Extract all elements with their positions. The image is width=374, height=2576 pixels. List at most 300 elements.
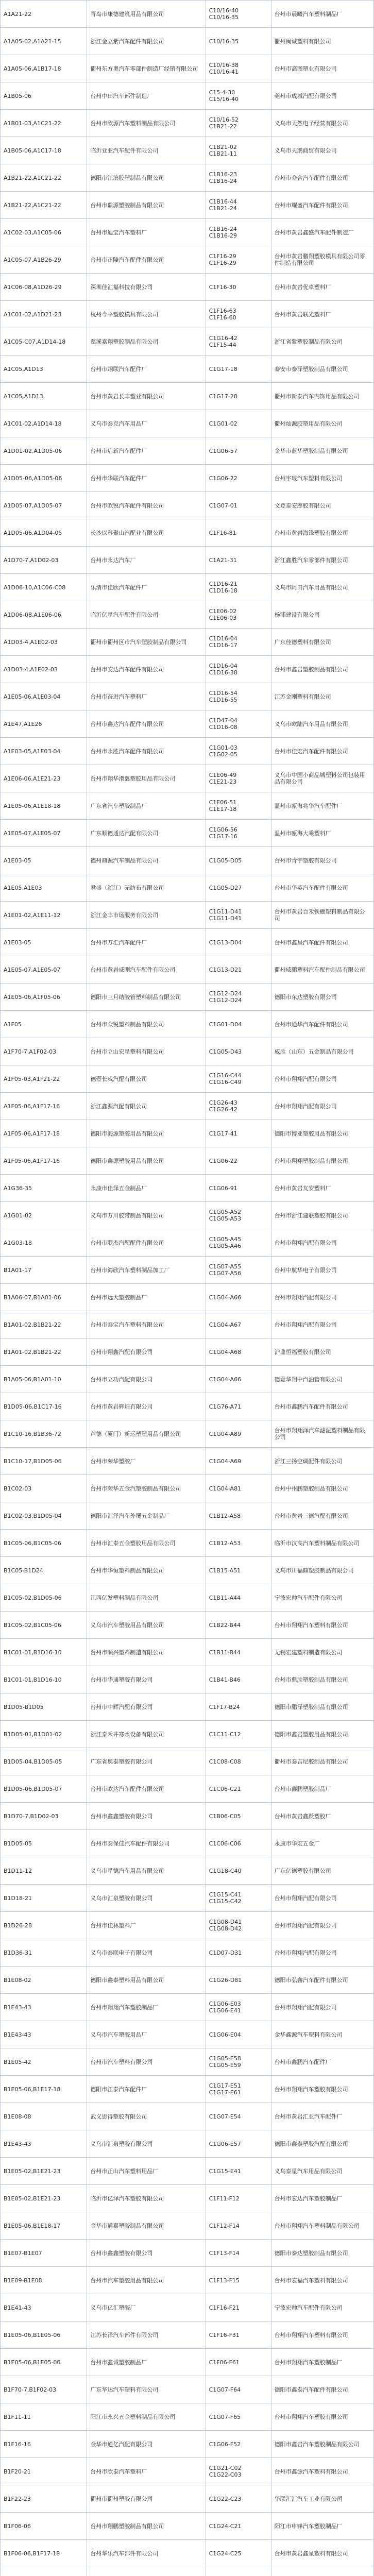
- booth-code-cell: B1A01-02,B1B21-22: [1, 1338, 87, 1366]
- company-name-cell: 金华市通亿汽配有限公司: [87, 2431, 206, 2458]
- company-name-cell: 宁波宏帅汽车配件有限公司: [271, 1584, 373, 1612]
- company-name-cell: 文登泰安摩胶有限公司: [271, 492, 373, 519]
- company-name-cell: 台州市翔翔汽车塑料有限公司: [271, 2321, 373, 2349]
- table-row: [1, 355, 374, 383]
- company-name-cell: 台州市鼎源塑胶制品有限公司: [87, 192, 206, 219]
- company-name-cell: 台州市翔翔汽配有限公司: [271, 1284, 373, 1311]
- company-name-cell: 义乌市天然电子经营有限公司: [271, 110, 373, 137]
- booth-code-cell: B1F20-21: [1, 2458, 87, 2485]
- booth-code-cell: A1F70-7,A1F02-03: [1, 1038, 87, 1065]
- booth-range-cell: C1G07-E54: [206, 2103, 271, 2130]
- table-row: [1, 656, 374, 683]
- company-name-cell: 德阳市东达塑胶有限公司: [271, 984, 373, 1011]
- company-name-cell: 台州市青宇塑胶有限公司: [271, 847, 373, 874]
- table-row: [1, 1502, 374, 1530]
- booth-range-cell: C1D16-04 C1D16-17: [206, 629, 271, 656]
- table-row: [1, 874, 374, 902]
- booth-range-cell: C1G13-D21: [206, 956, 271, 984]
- table-row: [1, 1612, 374, 1639]
- booth-code-cell: A1A05-02,A1A21-15: [1, 28, 87, 55]
- booth-code-cell: B1F22-23: [1, 2485, 87, 2513]
- booth-code-cell: A1E05-07,A1E05-07: [1, 956, 87, 984]
- company-name-cell: 台州市华通塑胶有限公司: [87, 1666, 206, 1693]
- company-name-cell: 台州市荣华塑胶厂: [87, 1448, 206, 1475]
- company-name-cell: 德阳市弘鑫汽车配件有限公司: [271, 1967, 373, 1994]
- booth-code-cell: A1C05,A1D13: [1, 383, 87, 410]
- company-name-cell: 义乌市天鹅商贸有限公司: [271, 137, 373, 164]
- table-row: [1, 2540, 374, 2567]
- company-name-cell: 浙江省紫塑胶制品有限公司: [271, 328, 373, 355]
- table-row: [1, 1693, 374, 1721]
- company-name-cell: 台州宇琅汽车塑料有限公司: [271, 465, 373, 492]
- company-name-cell: 义乌市汽车塑胶用品厂: [87, 2021, 206, 2048]
- table-row: [1, 2185, 374, 2212]
- company-name-cell: 德阳市三月结胶管塑料制品有限公司: [87, 984, 206, 1011]
- booth-range-cell: C1G24-C21: [206, 2513, 271, 2540]
- company-name-cell: 台州市翔华滑翼塑胶用品有限公司: [87, 765, 206, 792]
- booth-code-cell: A1C02-03,A1C05-06: [1, 219, 87, 246]
- booth-range-cell: C1F16-63 C1F16-60: [206, 301, 271, 328]
- booth-range-cell: C1F17-B24: [206, 1693, 271, 1721]
- booth-range-cell: C1C08-C08: [206, 1748, 271, 1775]
- booth-range-cell: C1D16-54 C1D16-55: [206, 683, 271, 710]
- company-name-cell: 台州市鼎胜塑胶制品有限公司: [271, 1666, 373, 1693]
- booth-range-cell: C1G06-E57: [206, 2130, 271, 2158]
- table-row: [1, 1912, 374, 1939]
- table-row: [1, 2267, 374, 2294]
- table-row: [1, 1666, 374, 1693]
- booth-range-cell: C1C06-C21: [206, 1775, 271, 1803]
- company-name-cell: 宁波宏帅汽车配件有限公司: [271, 2294, 373, 2321]
- company-name-cell: 广东省汽车塑胶制品厂: [87, 792, 206, 820]
- company-name-cell: 台州市翔翔汽配有限公司: [271, 1065, 373, 1093]
- booth-range-cell: C1D07-D31: [206, 1939, 271, 1967]
- company-name-cell: 永康市华宏五金厂: [271, 1830, 373, 1857]
- table-row: [1, 1093, 374, 1120]
- table-row: [1, 2076, 374, 2103]
- company-name-cell: 威胜（山东）五金制品有限公司: [271, 1038, 373, 1065]
- booth-range-cell: C1G08-D41 C1G08-D42: [206, 1912, 271, 1939]
- booth-code-cell: B1E43-43: [1, 2021, 87, 2048]
- booth-code-cell: B1C05-02,B1C05-06: [1, 1612, 87, 1639]
- company-name-cell: 台州市黄岩友安塑料厂: [271, 1175, 373, 1202]
- booth-range-cell: C1G05-A45 C1G05-A46: [206, 1229, 271, 1257]
- table-row: [1, 246, 374, 274]
- company-name-cell: 义乌市欧陆汽车用品有限公司: [271, 710, 373, 738]
- company-name-cell: 武义思得塑胶有限公司: [87, 2103, 206, 2130]
- company-name-cell: 台州市众锐塑料制品有限公司: [87, 1011, 206, 1038]
- booth-code-cell: B1D18-21: [1, 1885, 87, 1912]
- company-name-cell: 台州市翔翔汽车塑胶有限公司: [271, 2403, 373, 2431]
- table-row: [1, 2048, 374, 2076]
- booth-code-cell: A1C05-07,A1B26-29: [1, 246, 87, 274]
- booth-range-cell: C1G01-D04: [206, 1011, 271, 1038]
- company-name-cell: 台州市翔翔汽配有限公司: [271, 1939, 373, 1967]
- booth-range-cell: C10/16-40 C10/16-35: [206, 1, 271, 28]
- booth-range-cell: C1G04-A66: [206, 1366, 271, 1393]
- booth-range-cell: C1G07-F65: [206, 2403, 271, 2431]
- booth-code-cell: A1B01-03,A1C21-22: [1, 110, 87, 137]
- booth-range-cell: C1A21-31: [206, 547, 271, 574]
- company-name-cell: 台州市华恒塑料制品有限公司: [87, 1557, 206, 1584]
- booth-range-cell: C1B15-A51: [206, 1557, 271, 1584]
- company-name-cell: 德州鼎源汽车制品有限公司: [87, 847, 206, 874]
- company-name-cell: 台州市泰宝汽车塑料有限公司: [87, 1311, 206, 1338]
- company-name-cell: 台州市浙江建联塑胶有限公司: [271, 1202, 373, 1229]
- booth-code-cell: B1E41-43: [1, 2294, 87, 2321]
- company-name-cell: 台州市翔翔汽配有限公司: [271, 1994, 373, 2021]
- table-row: [1, 1257, 374, 1284]
- booth-code-cell: A1E05-06,A1E03-04: [1, 683, 87, 710]
- table-row: [1, 1803, 374, 1830]
- company-name-cell: 台州市鑫鑫塑胶有限公司: [87, 2240, 206, 2267]
- booth-code-cell: B1D05-04,B1D05-05: [1, 1748, 87, 1775]
- booth-range-cell: C1G01-03 C1G02-05: [206, 738, 271, 765]
- booth-range-cell: C1G15-C41 C1G15-C42: [206, 1885, 271, 1912]
- booth-range-cell: C1E06-02 C1E06-03: [206, 601, 271, 629]
- company-name-cell: 沪鼎恒福塑胶有限公司: [271, 1338, 373, 1366]
- company-name-cell: 台州市鑫诚塑胶制品厂: [87, 2349, 206, 2376]
- booth-range-cell: C1G04-A89: [206, 1420, 271, 1448]
- table-row: [1, 1311, 374, 1338]
- company-name-cell: 临沂亚亚汽车配件有限公司: [87, 137, 206, 164]
- table-row: [1, 2212, 374, 2240]
- table-row: [1, 1775, 374, 1803]
- company-name-cell: 台州市欧锐汽车配件有限公司: [87, 492, 206, 519]
- company-name-cell: 台州市黄岩鹏翔塑胶模具有限公司零件制造有限公司: [271, 246, 373, 274]
- table-row: [1, 519, 374, 547]
- table-row: [1, 2321, 374, 2349]
- table-row: [1, 192, 374, 219]
- booth-range-cell: C1F16-81: [206, 519, 271, 547]
- booth-code-cell: B1F06-06,B1F17-18: [1, 2540, 87, 2567]
- booth-code-cell: A1B05-06: [1, 82, 87, 110]
- table-row: [1, 2431, 374, 2458]
- table-row: [1, 2349, 374, 2376]
- booth-range-cell: C1G17-28: [206, 383, 271, 410]
- table-row: [1, 629, 374, 656]
- booth-code-cell: A1F05-06,A1F17-16: [1, 1147, 87, 1175]
- company-name-cell: 台州市翔翔汽车塑胶制品厂: [271, 2349, 373, 2376]
- company-name-cell: 台州市鑫源汽车塑料有限公司: [271, 2458, 373, 2485]
- company-name-cell: 台州市翔翔汽车塑胶有限公司: [271, 2076, 373, 2103]
- booth-range-cell: C1B22-B44: [206, 1612, 271, 1639]
- booth-code-cell: B1E08-02: [1, 1967, 87, 1994]
- table-row: [1, 301, 374, 328]
- booth-range-cell: C1B11-A44: [206, 1584, 271, 1612]
- booth-code-cell: A1D70-7,A1D02-03: [1, 547, 87, 574]
- company-name-cell: 台州市顺兴塑料制造有限公司: [87, 1639, 206, 1666]
- company-name-cell: 台州市立功汽配有限公司: [87, 1366, 206, 1393]
- company-name-cell: 义乌市万川胶带制品有限公司: [87, 1202, 206, 1229]
- table-row: [1, 574, 374, 601]
- table-row: [1, 82, 374, 110]
- booth-code-cell: B1E05-42: [1, 2048, 87, 2076]
- booth-range-cell: C1F16-29 C1F16-29: [206, 246, 271, 274]
- company-name-cell: 杭州今平塑胶模具有限公司: [87, 301, 206, 328]
- company-name-cell: 台州市鑫达汽车配件有限公司: [87, 710, 206, 738]
- company-name-cell: 台州市翔翔汽车塑料有限公司: [271, 1612, 373, 1639]
- booth-code-cell: B1E07-B1E07: [1, 2240, 87, 2267]
- company-name-cell: 临沂亿星汽车配件有限公司: [87, 601, 206, 629]
- company-name-cell: 温州市瓯海兆华汽车配件厂: [271, 792, 373, 820]
- booth-code-cell: A1G01-02: [1, 1202, 87, 1229]
- table-row: [1, 792, 374, 820]
- booth-range-cell: C1G24-C25: [206, 2540, 271, 2567]
- booth-code-cell: B1E05-02,B1E21-23: [1, 2185, 87, 2212]
- booth-code-cell: A1D05-07,A1D05-07: [1, 492, 87, 519]
- booth-code-cell: A1E06-06,A1E21-23: [1, 765, 87, 792]
- booth-range-cell: C1F16-F31: [206, 2321, 271, 2349]
- table-row: [1, 1202, 374, 1229]
- booth-code-cell: A1D01-02,A1D05-06: [1, 437, 87, 465]
- booth-code-cell: B1E05-06,B1E18-17: [1, 2212, 87, 2240]
- company-name-cell: 台州市汽车塑料有限公司: [87, 2048, 206, 2076]
- company-name-cell: 莞州市成城汽配有限公司: [271, 82, 373, 110]
- booth-code-cell: A1E05-06,A1E18-18: [1, 792, 87, 820]
- booth-code-cell: A1E03-05: [1, 929, 87, 956]
- company-name-cell: 台州市宏达汽车塑胶制品厂: [271, 2185, 373, 2212]
- company-name-cell: 台州市永达汽车厂: [87, 547, 206, 574]
- company-name-cell: 台州市汇泰五金塑胶用品有限公司: [87, 1530, 206, 1557]
- company-name-cell: 台州市佳林塑料厂: [87, 1912, 206, 1939]
- table-row: [1, 55, 374, 82]
- booth-range-cell: C1F16-F21: [206, 2294, 271, 2321]
- company-name-cell: 义乌市星德汽车用品有限公司: [87, 1857, 206, 1885]
- booth-code-cell: B1A01-17: [1, 1257, 87, 1284]
- table-row: [1, 1885, 374, 1912]
- company-name-cell: 台州市鑫鹏汽车配件厂: [271, 2048, 373, 2076]
- booth-range-cell: C1G17-18: [206, 355, 271, 383]
- company-name-cell: 台州市中辉汽配有限公司: [87, 1693, 206, 1721]
- booth-range-cell: C1B11-B44: [206, 1639, 271, 1666]
- booth-range-cell: C1D47-04 C1D16-08: [206, 710, 271, 738]
- booth-range-cell: C1D16-04 C1D16-38: [206, 656, 271, 683]
- booth-code-cell: A1D05-06,A1D04-05: [1, 519, 87, 547]
- company-name-cell: 杨浦建设有限公司: [271, 601, 373, 629]
- company-name-cell: 台州市迪宝汽车塑料厂: [87, 219, 206, 246]
- booth-range-cell: C1C11-C12: [206, 1721, 271, 1748]
- company-name-cell: 台州市众合汽车配件有限公司: [271, 164, 373, 192]
- table-row: [1, 1584, 374, 1612]
- company-name-cell: 台州市黄岩鑫星塑料有限公司: [271, 2540, 373, 2567]
- table-row: [1, 1229, 374, 1257]
- booth-code-cell: B1C02-03: [1, 1475, 87, 1502]
- booth-range-cell: C10/16-52 C1B21-22: [206, 110, 271, 137]
- company-name-cell: 台州市鑫星汽车配件有限公司: [271, 929, 373, 956]
- company-name-cell: 台州市黄岩汇亚汽车配件厂: [271, 2103, 373, 2130]
- booth-range-cell: C1G05-E58 C1G05-E59: [206, 2048, 271, 2076]
- company-name-cell: 君盛（浙江）无纺布有限公司: [87, 874, 206, 902]
- company-name-cell: 义乌市阿田汽车用品有限公司: [271, 574, 373, 601]
- table-row: [1, 383, 374, 410]
- booth-code-cell: B1D05-06,B1C17-16: [1, 1393, 87, 1420]
- company-name-cell: 台州市正隆汽车配件有限公司: [87, 246, 206, 274]
- table-row: [1, 1748, 374, 1775]
- booth-code-cell: B1E43-43: [1, 1994, 87, 2021]
- table-row: [1, 847, 374, 874]
- company-name-cell: 义乌市川福鼎塑胶制品有限公司: [271, 1557, 373, 1584]
- table-row: [1, 2294, 374, 2321]
- booth-code-cell: A1E03-05: [1, 847, 87, 874]
- table-row: [1, 110, 374, 137]
- booth-code-cell: A1D03-4,A1E02-03: [1, 629, 87, 656]
- company-name-cell: 台州市荣华五金汽塑胶制品有限公司: [87, 1475, 206, 1502]
- table-row: [1, 1284, 374, 1311]
- booth-code-cell: A1E05,A1E03: [1, 874, 87, 902]
- company-name-cell: 台州市翔翔泽汽车滤泥塑料制品有限公司: [271, 1420, 373, 1448]
- booth-range-cell: C1G13-D04: [206, 929, 271, 956]
- booth-code-cell: A1C05-C07,A1D14-18: [1, 328, 87, 355]
- company-name-cell: 台州市欣泰汽车塑料厂: [87, 2458, 206, 2485]
- table-row: [1, 2103, 374, 2130]
- booth-code-cell: B1C02-03,B1D05-04: [1, 1502, 87, 1530]
- booth-range-cell: C1G06-F52: [206, 2431, 271, 2458]
- table-row: [1, 1475, 374, 1502]
- booth-range-cell: C1G07-F64: [206, 2376, 271, 2403]
- company-name-cell: 台州市晨曦汽车塑料制品厂: [271, 1, 373, 28]
- booth-range-cell: C1B16-44 C1B21-24: [206, 192, 271, 219]
- company-name-cell: 义乌市中国小商品城塑料公司包装用品有限公司: [271, 765, 373, 792]
- company-name-cell: 华联汇汇汽车工业有限公司: [271, 2485, 373, 2513]
- booth-range-cell: C10/16-38 C10/16-41: [206, 55, 271, 82]
- company-name-cell: 衢州市衢州区市汽车塑胶制品有限公司: [87, 629, 206, 656]
- company-name-cell: 台州市翔翔汽配有限公司: [271, 1093, 373, 1120]
- booth-code-cell: A1B21-22,A1C21-22: [1, 192, 87, 219]
- table-row: [1, 1448, 374, 1475]
- company-name-cell: 义乌市汇泉塑胶有限公司: [87, 2130, 206, 2158]
- table-row: [1, 1530, 374, 1557]
- company-name-cell: 浙江金立紫汽车配件有限公司: [87, 28, 206, 55]
- booth-code-cell: A1C01-02,A1D14-18: [1, 410, 87, 437]
- company-name-cell: 德壹长威汽配有限公司: [87, 1065, 206, 1093]
- booth-range-cell: C1B16-24 C1B16-29: [206, 219, 271, 246]
- company-name-cell: 台州市正山汽车塑料用品厂: [87, 2158, 206, 2185]
- company-name-cell: 金华市通嘉塑胶制品有限公司: [87, 2212, 206, 2240]
- company-name-cell: 台州市耀盛汽车配件有限公司: [271, 192, 373, 219]
- company-name-cell: 衢州市新泰汽车内饰用品有限公司: [271, 383, 373, 410]
- company-name-cell: 慈溪嘉翔塑胶制品有限公司: [87, 328, 206, 355]
- booth-code-cell: A1E05-07,A1E05-07: [1, 820, 87, 847]
- table-row: [1, 1065, 374, 1093]
- company-name-cell: 衢州东方奥汽车零部件制造厂经销有限公司: [87, 55, 206, 82]
- booth-code-cell: A1C01-02,A1D21-23: [1, 301, 87, 328]
- company-name-cell: [87, 2567, 206, 2576]
- company-name-cell: 台州市佳宏汽车配件有限公司: [271, 738, 373, 765]
- company-name-cell: 台州市黄岩三德汽配有限公司: [271, 1502, 373, 1530]
- company-name-cell: 台州市安达汽车配件有限公司: [87, 656, 206, 683]
- booth-range-cell: C1G76-A71: [206, 1393, 271, 1420]
- company-name-cell: 无锡宏建塑料制造有限公司: [271, 1639, 373, 1666]
- table-row: [1, 2130, 374, 2158]
- table-row: [1, 902, 374, 929]
- company-name-cell: 台州市华联汽车配件厂: [87, 465, 206, 492]
- company-name-cell: 台州市翔翔汽配有限公司: [271, 1912, 373, 1939]
- booth-code-cell: A1E01-02,A1E11-12: [1, 902, 87, 929]
- company-name-cell: 衢州闽诚塑料有限公司: [271, 28, 373, 55]
- table-row: [1, 1939, 374, 1967]
- company-name-cell: 广东亿德塑胶有限公司: [271, 1857, 373, 1885]
- booth-code-cell: B1C10-17,B1D05-06: [1, 1448, 87, 1475]
- booth-range-cell: C1B21-02 C1B21-11: [206, 137, 271, 164]
- booth-code-cell: A1F05-03,A1F21-22: [1, 1065, 87, 1093]
- table-row: [1, 2567, 374, 2576]
- table-row: [1, 1338, 374, 1366]
- company-name-cell: 德阳市鑫泰塑料用品有限公司: [87, 1967, 206, 1994]
- booth-range-cell: C1B12-A53: [206, 1530, 271, 1557]
- company-name-cell: 衢州市泰吉尼胶制品有限公司: [271, 1748, 373, 1775]
- table-row: [1, 1120, 374, 1147]
- booth-code-cell: B1D11-12: [1, 1857, 87, 1885]
- company-name-cell: 乐清市佳欣汽车配件厂: [87, 574, 206, 601]
- table-row: [1, 2458, 374, 2485]
- table-row: [1, 465, 374, 492]
- table-row: [1, 929, 374, 956]
- company-name-cell: 衢州市衢州塑胶有限公司: [87, 2485, 206, 2513]
- booth-code-cell: B1F06-06: [1, 2513, 87, 2540]
- company-name-cell: 金华鑫源汽车塑料有限公司: [271, 2021, 373, 2048]
- company-name-cell: 台州市翔翔塑胶制品有限公司: [271, 1147, 373, 1175]
- booth-code-cell: B1E05-06,B1E17-18: [1, 2076, 87, 2103]
- company-name-cell: 金华市蓝华塑胶制品有限公司: [271, 437, 373, 465]
- table-row: [1, 437, 374, 465]
- company-name-cell: 泰安市泰泽塑胶制品有限公司: [271, 355, 373, 383]
- booth-range-cell: C1G06-E03 C1G06-E41: [206, 1994, 271, 2021]
- booth-code-cell: A1E47,A1E26: [1, 710, 87, 738]
- booth-code-cell: A1D06-08,A1E06-06: [1, 601, 87, 629]
- company-name-cell: 台州市翊联汽车配件厂: [87, 355, 206, 383]
- booth-range-cell: C1G05-D27: [206, 874, 271, 902]
- booth-range-cell: C1G06-22: [206, 1147, 271, 1175]
- table-row: [1, 492, 374, 519]
- booth-code-cell: B1C01-01,B1D16-10: [1, 1639, 87, 1666]
- table-row: [1, 710, 374, 738]
- company-name-cell: 台州市黄岩威刚汽车配件有限公司: [87, 956, 206, 984]
- company-name-cell: 台州市鑫鑫塑胶有限公司: [87, 1803, 206, 1830]
- company-name-cell: 台州市黄岩优卓塑料厂: [271, 274, 373, 301]
- table-row: [1, 1393, 374, 1420]
- booth-range-cell: C1G05-D05: [206, 847, 271, 874]
- company-name-cell: 临沂市亿泽汽车塑胶有限公司: [87, 2185, 206, 2212]
- table-row: [1, 601, 374, 629]
- booth-range-cell: C1G04-A69: [206, 1448, 271, 1475]
- booth-range-cell: C1G17-41: [206, 1120, 271, 1147]
- company-name-cell: 浙江三扬空调配件有限公司: [271, 1448, 373, 1475]
- booth-range-cell: C1G04-A68: [206, 1338, 271, 1366]
- booth-code-cell: B1D70-7,B1D02-03: [1, 1803, 87, 1830]
- company-name-cell: 台州市翔鹏塑胶制品有限公司: [87, 2513, 206, 2540]
- table-row: [1, 1011, 374, 1038]
- table-row: [1, 2485, 374, 2513]
- company-name-cell: 台州市翔翔汽车塑料制品有限公司: [271, 2212, 373, 2240]
- company-name-cell: 台州市远大塑胶制品厂: [87, 1284, 206, 1311]
- booth-code-cell: B1C05-06,B1C05-06: [1, 1530, 87, 1557]
- booth-code-cell: B1C10-16,B1B36-72: [1, 1420, 87, 1448]
- company-name-cell: 江苏长泽汽车部件有限公司: [87, 2321, 206, 2349]
- booth-range-cell: C1G26-43 C1G26-42: [206, 1093, 271, 1120]
- booth-code-cell: B1E43-43: [1, 2130, 87, 2158]
- company-name-cell: 台州市黄岩辉煌有限公司: [87, 1393, 206, 1420]
- booth-code-cell: B1D05-05: [1, 1830, 87, 1857]
- company-name-cell: 德阳市海源塑胶用品有限公司: [87, 1120, 206, 1147]
- booth-code-cell: B1D36-31: [1, 1939, 87, 1967]
- company-name-cell: 德阳市博亚塑胶用品有限公司: [271, 1120, 373, 1147]
- table-row: [1, 328, 374, 355]
- table-row: [1, 738, 374, 765]
- booth-code-cell: B1F16-16: [1, 2431, 87, 2458]
- company-name-cell: 台州市联杰汽配配件有限公司: [87, 1229, 206, 1257]
- table-row: [1, 547, 374, 574]
